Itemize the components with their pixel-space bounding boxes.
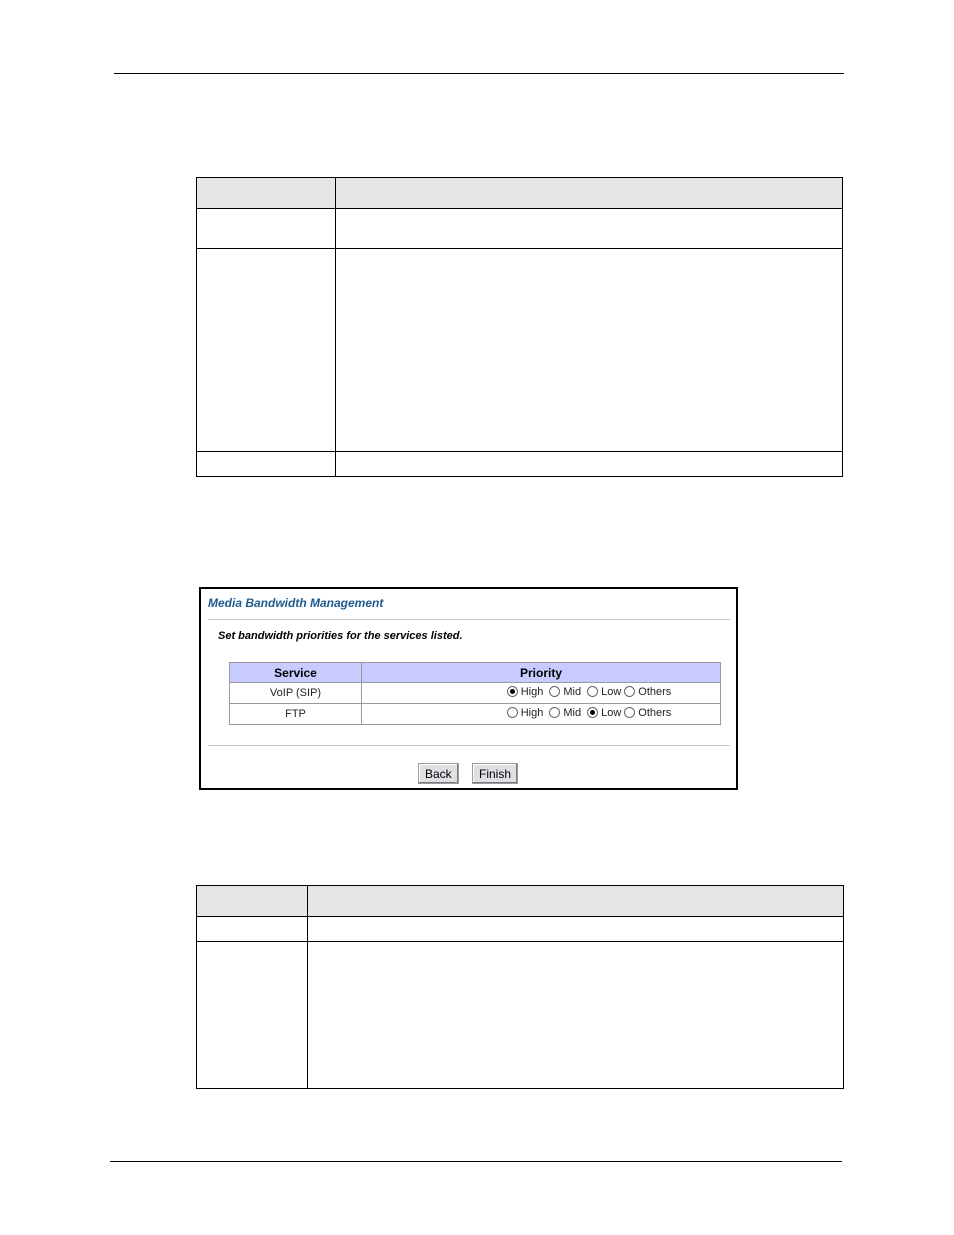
radio-label: High — [520, 706, 544, 719]
table-row — [197, 209, 843, 249]
finish-button[interactable]: Finish — [472, 763, 518, 784]
radio-label: Mid — [563, 685, 582, 698]
footer-rule — [110, 1161, 842, 1162]
radio-voip-mid[interactable] — [549, 686, 560, 697]
doc-table-2 — [196, 885, 844, 1089]
table-row — [230, 704, 721, 725]
header-rule — [114, 73, 844, 74]
table-row — [197, 917, 844, 942]
panel-title: Media Bandwidth Management — [208, 596, 384, 610]
table-row — [197, 178, 843, 209]
table-row — [197, 942, 844, 1089]
button-divider — [208, 745, 730, 746]
radio-label: Mid — [563, 706, 582, 719]
instruction-text: Set bandwidth priorities for the services listed. — [218, 630, 463, 642]
radio-ftp-mid[interactable] — [549, 707, 560, 718]
radio-ftp-high[interactable] — [507, 707, 518, 718]
media-bandwidth-panel — [199, 587, 738, 790]
radio-ftp-low[interactable] — [587, 707, 598, 718]
back-button[interactable]: Back — [418, 763, 459, 784]
doc-table-1 — [196, 177, 843, 477]
service-priority-table — [229, 662, 721, 725]
radio-voip-low[interactable] — [587, 686, 598, 697]
radio-label: Others — [638, 685, 672, 698]
table-row — [230, 683, 721, 704]
radio-ftp-others[interactable] — [624, 707, 635, 718]
priority-options — [362, 704, 721, 725]
service-header: Service — [230, 663, 362, 683]
service-name: VoIP (SIP) — [230, 683, 362, 704]
radio-label: High — [520, 685, 544, 698]
priority-options — [362, 683, 721, 704]
title-divider — [208, 619, 730, 620]
table-row — [197, 886, 844, 917]
radio-label: Low — [601, 685, 622, 698]
radio-label: Low — [601, 706, 622, 719]
table-row — [197, 249, 843, 452]
priority-header: Priority — [362, 663, 721, 683]
radio-voip-others[interactable] — [624, 686, 635, 697]
table-header-row — [230, 663, 721, 683]
radio-label: Others — [638, 706, 672, 719]
table-row — [197, 452, 843, 477]
radio-voip-high[interactable] — [507, 686, 518, 697]
service-name: FTP — [230, 704, 362, 725]
